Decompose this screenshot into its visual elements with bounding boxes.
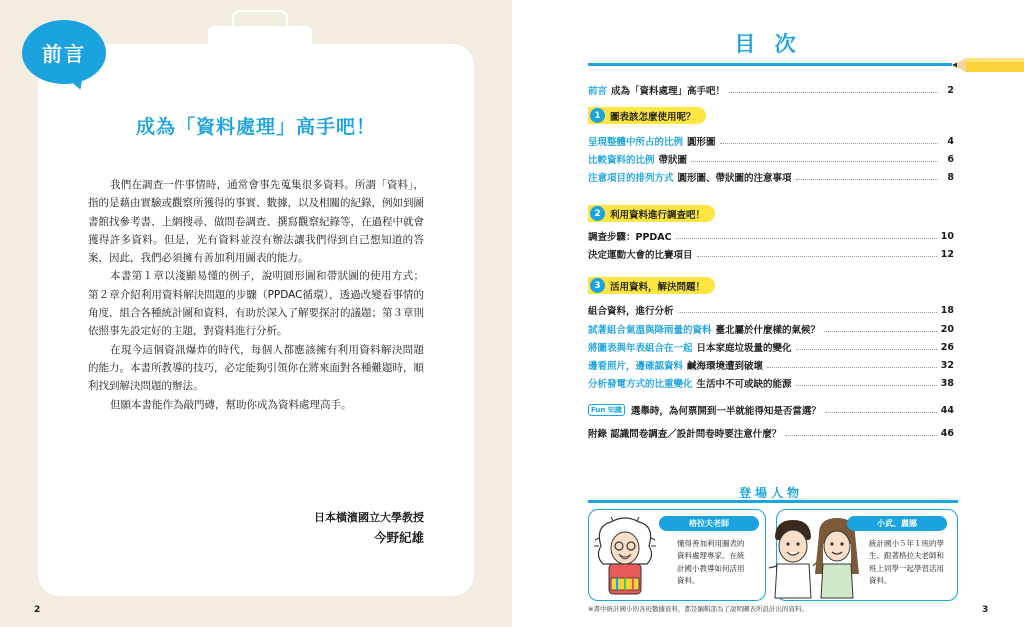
dotted-leader — [678, 312, 937, 313]
toc-entry-title: 日本家庭垃圾量的變化 — [696, 343, 792, 354]
toc-entry-title: 生活中不可或缺的能源 — [696, 379, 792, 390]
character-description-line: 生。跟著格拉夫老師和 — [869, 551, 944, 561]
toc-entry[interactable] — [588, 228, 954, 244]
toc-entry-category: 前言 — [588, 86, 608, 97]
toc-entry-title: 選舉時，為何票開到一半就能得知是否當選？ — [630, 406, 821, 417]
preface-paragraph: 但願本書能作為敲門磚，幫助你成為資料處理高手。 — [110, 398, 352, 411]
dotted-leader — [796, 179, 938, 180]
dotted-leader — [720, 143, 938, 144]
toc-entry-title: 圓形圖、帶狀圖的注意事項 — [677, 173, 792, 184]
toc-entry-category: 邊看照片，邊確認資料 — [588, 361, 684, 372]
characters-title-rule — [588, 500, 958, 503]
character-description-line: 資料。 — [869, 576, 892, 586]
toc-page-number: 8 — [947, 171, 954, 183]
toc-entry-category: 分析發電方式的比重變化 — [588, 379, 693, 390]
toc-entry-category: 將圖表與年表組合在一起 — [588, 343, 693, 354]
chapter-number-badge: 2 — [590, 206, 605, 221]
preface-paragraph: 在現今這個資訊爆炸的時代，每個人都應該擁有利用資料解決問題的能力。本書所教導的技巧，必定能夠引領你在將來面對各種難題時，順利找到解決問題的辦法。 — [88, 343, 424, 393]
toc-entry[interactable] — [588, 302, 954, 318]
toc-page-number: 12 — [940, 248, 954, 260]
dotted-leader — [697, 256, 937, 257]
toc-entry-preface[interactable] — [588, 82, 954, 98]
toc-entry[interactable] — [588, 339, 954, 355]
toc-page-number: 4 — [947, 135, 954, 147]
chapter-title: 活用資料，解決問題！ — [610, 281, 706, 293]
character-description-line: 資料處理專家。在統 — [677, 551, 745, 561]
toc-entry[interactable] — [588, 133, 954, 149]
teacher-illustration-icon — [593, 516, 657, 598]
footnote: ※書中統計國小的各班數據資料，都是編輯部為了說明圖表所設計出的資料。 — [588, 605, 808, 613]
character-description — [677, 538, 745, 588]
toc-page-number: 18 — [940, 304, 954, 316]
character-description-line: 統計國小５年１班的學 — [869, 539, 944, 548]
toc-page-number: 44 — [940, 404, 954, 416]
toc-entry-title: 圓形圖 — [687, 137, 716, 148]
toc-page-number: 10 — [940, 230, 954, 242]
dotted-leader — [796, 349, 937, 350]
dotted-leader — [824, 331, 937, 332]
toc-entry-category: 注意項目的排列方式 — [588, 173, 674, 184]
dotted-leader — [676, 238, 937, 239]
toc-page-number: 2 — [947, 84, 954, 96]
toc-entry-title: 決定運動大會的比賽項目 — [588, 250, 693, 261]
dotted-leader — [796, 385, 937, 386]
preface-badge: 前言 — [22, 20, 106, 84]
chapter-heading-3[interactable] — [588, 277, 715, 294]
toc-entry-title: 臺北屬於什麼樣的氣候？ — [715, 325, 821, 336]
right-page — [512, 0, 1024, 627]
toc-entry-category: 試著組合氣溫與降雨量的資料 — [588, 325, 712, 336]
signature-organization: 日本橫濱國立大學教授 — [314, 511, 424, 524]
dotted-leader — [767, 367, 937, 368]
dotted-leader — [691, 161, 938, 162]
toc-entry-category: 比較資料的比例 — [588, 155, 655, 166]
preface-body — [88, 176, 424, 414]
fun-knowledge-tag: Fun 知識 — [588, 404, 625, 416]
toc-entry[interactable] — [588, 321, 954, 337]
toc-entry[interactable] — [588, 375, 954, 391]
toc-entry-category: 呈現整體中所占的比例 — [588, 137, 684, 148]
toc-entry-title: 鹹海環境遭到破壞 — [687, 361, 764, 372]
chapter-heading-1[interactable] — [588, 107, 706, 124]
character-description-line: 懂得善加利用圖表的 — [677, 539, 745, 548]
toc-entry-title: 組合資料，進行分析 — [588, 306, 674, 317]
character-name-label: 小武、麗娜 — [847, 516, 947, 531]
signature-name: 今野紀雄 — [373, 530, 424, 545]
dotted-leader — [825, 412, 937, 413]
preface-title: 成為「資料處理」高手吧！ — [135, 116, 376, 138]
toc-entry-title: 成為「資料處理」高手吧！ — [611, 86, 726, 97]
character-description-line: 計國小教導如何活用 — [677, 563, 745, 573]
toc-entry-title: 附錄 認識問卷調查／設計問卷時要注意什麼？ — [588, 429, 782, 440]
toc-page-number: 32 — [940, 359, 954, 371]
page-number-right: 3 — [982, 605, 989, 615]
toc-page-number: 38 — [940, 377, 954, 389]
toc-entry-fun[interactable] — [588, 402, 954, 418]
chapter-number-badge: 3 — [590, 278, 605, 293]
chapter-heading-2[interactable] — [588, 205, 715, 222]
toc-page-number: 6 — [947, 153, 954, 165]
preface-paragraph: 本書第１章以淺顯易懂的例子，說明圓形圖和帶狀圖的使用方式；第２章介紹利用資料解決問題的步驟（PPDAC循環），透過改變看事情的角度，組合各種統計圖和資料，有助於深入了解要探討的議題；第３章則依照事先設定好的主題，對資料進行分析。 — [88, 270, 424, 338]
character-card-students — [776, 509, 958, 601]
character-name-label: 格拉夫老師 — [659, 516, 759, 531]
toc-page-number: 20 — [940, 323, 954, 335]
toc-entry-appendix[interactable] — [588, 425, 954, 441]
chapter-title: 圖表該怎麼使用呢？ — [610, 111, 696, 123]
character-description-line: 資料。 — [677, 576, 700, 586]
character-card-teacher — [588, 509, 766, 601]
toc-title-rule — [588, 63, 952, 66]
dotted-leader — [785, 435, 936, 436]
toc-page-number: 26 — [940, 341, 954, 353]
toc-title: 目 次 — [734, 32, 802, 56]
toc-entry[interactable] — [588, 169, 954, 185]
toc-entry-title: 調查步驟：PPDAC — [588, 232, 672, 243]
character-description-line: 班上同學一起學習活用 — [869, 563, 944, 573]
preface-paragraph: 我們在調查一件事情時，通常會事先蒐集很多資料。所謂「資料」，指的是藉由實驗或觀察所獲得的事實、數據，以及相關的紀錄，例如到圖書館找參考書、上網搜尋、做問卷調查、撰寫觀察紀錄等，在過程中就會獲得許多資料。但是，光有資料並沒有辦法讓我們得到自己想知道的答案，因此，我們必須擁有善加利用圖表的能力。 — [88, 179, 424, 265]
pencil-icon — [952, 56, 1024, 74]
character-description — [869, 538, 944, 588]
chapter-title: 利用資料進行調查吧！ — [610, 209, 706, 221]
toc-entry[interactable] — [588, 151, 954, 167]
toc-entry[interactable] — [588, 246, 954, 262]
page-number-left: 2 — [34, 605, 41, 615]
chapter-number-badge: 1 — [590, 108, 605, 123]
characters-title: 登場人物 — [738, 486, 803, 500]
dotted-leader — [729, 92, 938, 93]
toc-entry[interactable] — [588, 357, 954, 373]
toc-page-number: 46 — [940, 427, 954, 439]
toc-entry-title: 帶狀圖 — [658, 155, 688, 166]
